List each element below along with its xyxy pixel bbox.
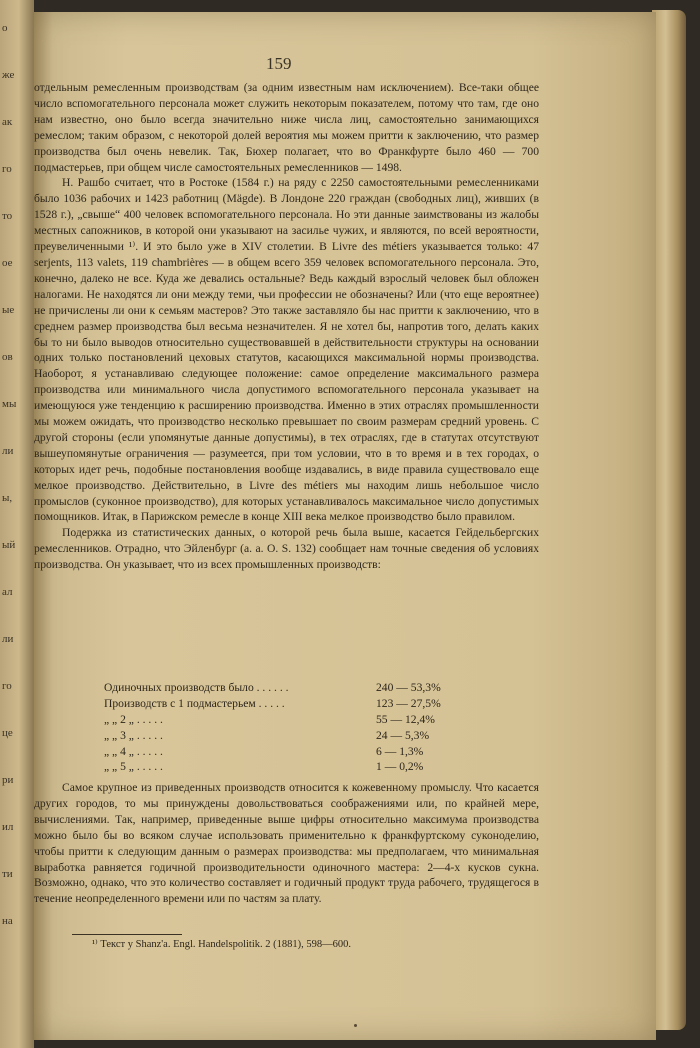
left-page-fragment: мы [2, 398, 17, 410]
left-page-fragment: о [2, 22, 8, 34]
left-page-fragment: на [2, 915, 13, 927]
stat-row [104, 712, 554, 728]
paragraph-1: отдельным ремесленным производствам (за одним известным нам исключением). Все-таки общее число вспомогательного персонала может служить некоторым показателем, потому что там, где оно нам известно, оно было всегда значительно ниже числа лиц, самостоятельно занимающихся ремеслом; таким образом, с некоторой долей вероятия мы можем притти к заключению, что размер производства был очень невелик. Так, Бюхер полагает, что во Франкфурте было 460 — 700 подмастерьев, при общем числе самостоятельных ремесленников — 1498. [34, 81, 539, 174]
stat-label: Производств с 1 подмастерьем . . . . . [104, 696, 285, 710]
stat-label: „ „ 4 „ . . . . . [104, 744, 163, 758]
stat-row [104, 680, 554, 696]
left-page-fragment: ы, [2, 492, 13, 504]
left-page-fragment: ли [2, 445, 14, 457]
closing-paragraph: Самое крупное из приведенных производств относится к кожевенному промыслу. Что касается других городов, то мы принуждены довольствоваться соображениями или, по крайней мере, вычислениями. Так, например, приведенные выше цифры относительно максимума производства можно было бы во всяком случае использовать применительно к франкфуртскому суконоделию, чтобы притти к следующим данным о размерах производства: мы предполагаем, что минимальная выработка равняется годичной производительности одиночного мастера: 2—4-х кусков сукна. Возможно, однако, что это количество составляет и годичный продукт труда рабочего, трудящегося в течение неопределенного времени или по частям за плату. [34, 781, 539, 906]
left-page-fragment: го [2, 163, 12, 175]
stat-label: „ „ 5 „ . . . . . [104, 760, 163, 774]
stat-row [104, 728, 554, 744]
paragraph-2: Н. Рашбо считает, что в Ростоке (1584 г.) на ряду с 2250 самостоятельными ремесленниками было 1036 рабочих и 1423 работниц (Mägde). В Лондоне 220 граждан (свободных лиц), живших (в 1528 г.), „свыше“ 400 человек вспомогательного персонала. Но эти данные заимствованы из жалобы местных сапожников, в которой они указывают на засилье чужих, и являются, по всей вероятности, преувеличенными ¹⁾. И это было уже в XIV столетии. В Livre des métiers указывается только: 47 serjents, 113 valets, 119 chambrières — в общем всего 359 человек вспомогательного персонала. Это, конечно, далеко не все. Куда же девались остальные? Ведь каждый взрослый человек был обложен налогами. Не находятся ли они между теми, чьи профессии не обозначены? Или (что еще вероятнее) не причислены ли они к семьям мастеров? Это также заставляло бы нас притти к заключению, что в среднем размер производства был весьма незначителен. Я не хотел бы, напротив того, делать каких бы то ни было выводов относительно существовавшей в действительности структуры на основании одних только постановлений цеховых статутов, касающихся максимальной нормы производства. Наоборот, я устанавливаю следующее положение: самое определение максимального размера производства или минимального числа допустимого вспомогательного персонала указывает на имеющуюся уже тенденцию к расширению производства. Именно в этих отраслях промышленности мы можем ожидать, что производство несколько превышает по своим размерам средний уровень. С другой стороны (если упомянутые данные допустимы), в тех отраслях, где в статутах отсутствуют вышеупомянутые ограничения — разумеется, при том условии, что в то время и в тех городах, о которых идет речь, подобные постановления вообще издавались, в виде правила существовало еще мелкое производство. Действительно, в Livre des métiers мы находим лишь небольшое число промыслов (суконное производство), для которых устанавливалось максимальное число допустимых помощников. Итак, в Парижском ремесле в конце XIII века мелкое производство было правилом. [34, 176, 539, 524]
right-page-edge [652, 10, 686, 1030]
left-page-fragment: це [2, 727, 13, 739]
stat-value: 6 — 1,3% [376, 744, 424, 758]
footnote: ¹⁾ Текст у Shanz'а. Engl. Handelspolitik. 2 (1881), 598—600. [92, 939, 351, 950]
left-page-fragment: же [2, 69, 15, 81]
left-page-fragment: ак [2, 116, 13, 128]
page-mark [354, 1024, 357, 1027]
footnote-rule [72, 934, 182, 935]
left-page-fragment: ли [2, 633, 14, 645]
left-page-fragment: ти [2, 868, 13, 880]
paragraph-3: Подержка из статистических данных, о которой речь была выше, касается Гейдельбергских ремесленников. Отрадно, что Эйленбург (а. а. О. S. 132) сообщает нам точные сведения об условиях производства. Он указывает, что из всех промышленных производств: [34, 526, 539, 572]
left-page-fragment: го [2, 680, 12, 692]
left-page-fragment: ое [2, 257, 13, 269]
stat-row [104, 696, 554, 712]
stat-label: „ „ 2 „ . . . . . [104, 712, 163, 726]
left-page-fragment: то [2, 210, 13, 222]
stat-value: 55 — 12,4% [376, 712, 435, 726]
left-page-fragment: ри [2, 774, 14, 786]
stat-label: Одиночных производств было . . . . . . [104, 681, 289, 694]
left-page-fragment: ый [2, 539, 16, 551]
left-page-fragment: ов [2, 351, 13, 363]
stat-value: 240 — 53,3% [376, 681, 441, 694]
stat-value: 123 — 27,5% [376, 696, 441, 710]
left-page-edge [0, 0, 34, 1048]
stat-value: 24 — 5,3% [376, 728, 430, 742]
stat-label: „ „ 3 „ . . . . . [104, 728, 163, 742]
page-number: 159 [266, 54, 292, 73]
book-page [34, 12, 656, 1040]
stat-row [104, 759, 554, 775]
left-page-fragment: ые [2, 304, 15, 316]
left-page-fragment: ил [2, 821, 14, 833]
stat-row [104, 744, 554, 760]
stat-value: 1 — 0,2% [376, 760, 424, 774]
statistics-table [104, 680, 554, 775]
closing-text [34, 780, 539, 907]
left-page-fragment: ал [2, 586, 13, 598]
main-text [34, 80, 539, 573]
